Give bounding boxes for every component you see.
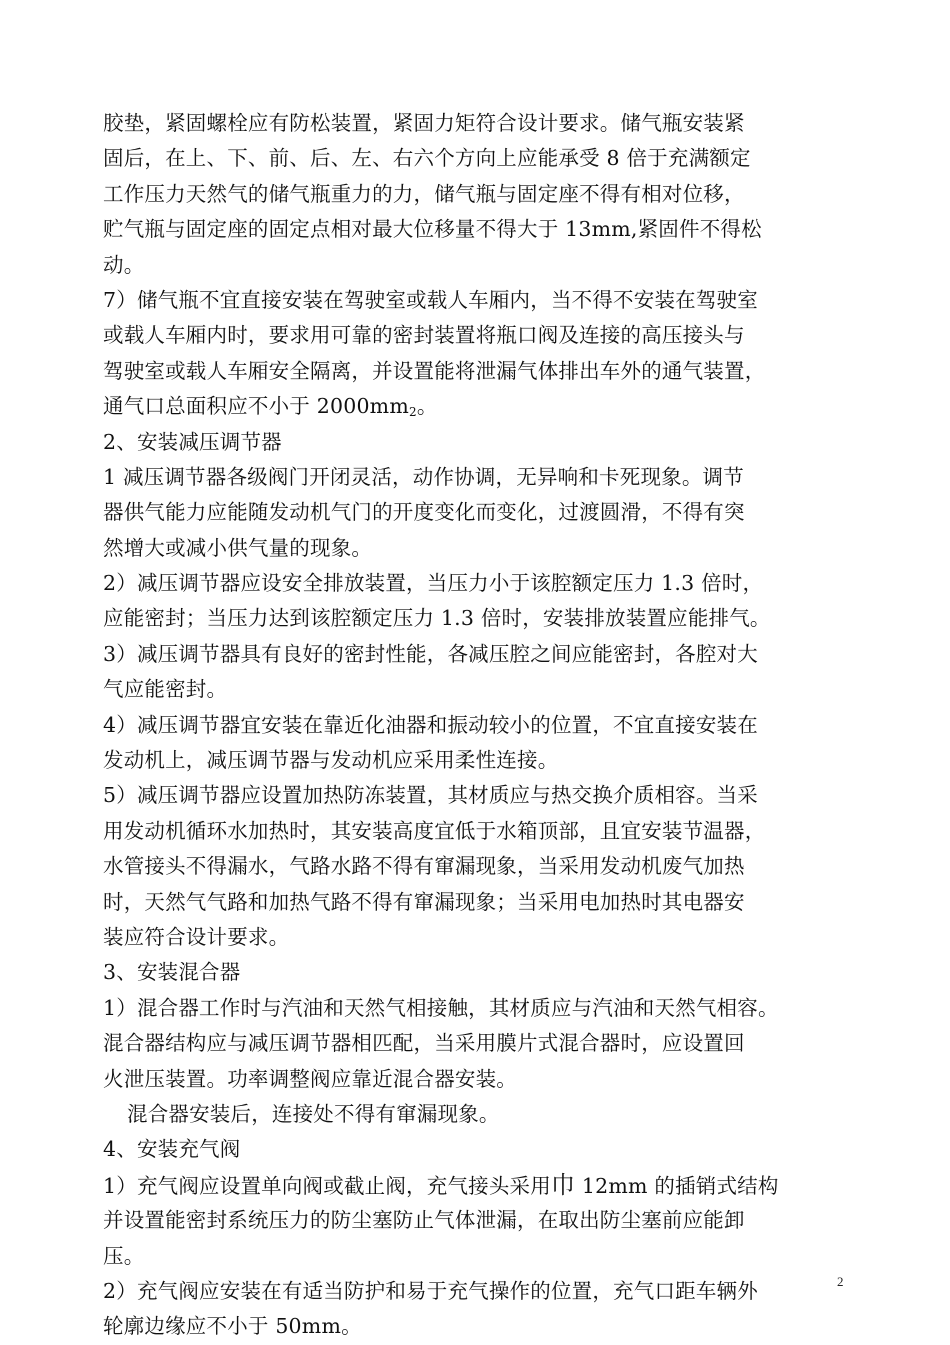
text-line: 或载人车厢内时，要求用可靠的密封装置将瓶口阀及连接的高压接头与	[103, 323, 745, 348]
text-line: 贮气瓶与固定座的固定点相对最大位移量不得大于 13mm,紧固件不得松	[103, 217, 762, 242]
text-line: 水管接头不得漏水，气路水路不得有窜漏现象，当采用发动机废气加热	[103, 854, 745, 879]
page-number: 2	[837, 1274, 844, 1289]
text-line: 胶垫，紧固螺栓应有防松装置，紧固力矩符合设计要求。储气瓶安装紧	[103, 111, 745, 135]
text-line: 动。	[103, 252, 145, 277]
text-line: 然增大或减小供气量的现象。	[103, 535, 373, 560]
text-line: 5）减压调节器应设置加热防冻装置，其材质应与热交换介质相容。当采	[103, 783, 758, 808]
section-heading: 3、安装混合器	[103, 960, 241, 985]
line-suffix: 12mm 的插销式结构	[575, 1173, 779, 1198]
line-text: 通气口总面积应不小于 2000mm	[103, 394, 409, 419]
text-line: 工作压力天然气的储气瓶重力的力，储气瓶与固定座不得有相对位移，	[103, 181, 745, 206]
text-line: 1）混合器工作时与汽油和天然气相接触，其材质应与汽油和天然气相容。	[103, 995, 779, 1020]
text-line: 发动机上，减压调节器与发动机应采用柔性连接。	[103, 748, 559, 773]
text-line: 固后，在上、下、前、后、左、右六个方向上应能承受 8 倍于充满额定	[103, 146, 751, 171]
text-line: 7）储气瓶不宜直接安装在驾驶室或载人车厢内，当不得不安装在驾驶室	[103, 287, 758, 312]
text-line: 驾驶室或载人车厢安全隔离，并设置能将泄漏气体排出车外的通气装置，	[103, 358, 766, 383]
text-line: 应能密封；当压力达到该腔额定压力 1.3 倍时，安装排放装置应能排气。	[103, 606, 771, 631]
text-line-area-requirement	[103, 389, 873, 424]
text-line: 气应能密封。	[103, 677, 228, 702]
line-suffix: 。	[416, 394, 438, 419]
diameter-symbol: 巾	[550, 1170, 576, 1199]
text-line: 压。	[103, 1243, 145, 1268]
text-line-fill-valve	[103, 1168, 873, 1203]
text-line: 2）减压调节器应设安全排放装置，当压力小于该腔额定压力 1.3 倍时，	[103, 571, 764, 596]
text-line: 2）充气阀应安装在有适当防护和易于充气操作的位置，充气口距车辆外	[103, 1278, 758, 1303]
text-line: 器供气能力应能随发动机气门的开度变化而变化，过渡圆滑，不得有突	[103, 500, 745, 525]
text-line: 装应符合设计要求。	[103, 924, 290, 949]
text-line-indented: 混合器安装后，连接处不得有窜漏现象。	[127, 1101, 500, 1126]
document-body	[103, 106, 873, 1345]
line-text: 1）充气阀应设置单向阀或截止阀，充气接头采用	[103, 1173, 551, 1198]
unit-exponent: 2	[408, 405, 417, 420]
text-line: 用发动机循环水加热时，其安装高度宜低于水箱顶部，且宜安装节温器，	[103, 818, 766, 843]
section-heading: 4、安装充气阀	[103, 1137, 241, 1162]
text-line: 混合器结构应与减压调节器相匹配，当采用膜片式混合器时，应设置回	[103, 1031, 745, 1056]
text-line: 时，天然气气路和加热气路不得有窜漏现象；当采用电加热时其电器安	[103, 889, 745, 914]
text-line: 火泄压装置。功率调整阀应靠近混合器安装。	[103, 1066, 517, 1091]
text-line: 3）减压调节器具有良好的密封性能，各减压腔之间应能密封，各腔对大	[103, 641, 758, 666]
section-heading: 2、安装减压调节器	[103, 429, 282, 454]
text-line: 1 减压调节器各级阀门开闭灵活，动作协调，无异响和卡死现象。调节	[103, 464, 744, 489]
text-line: 轮廓边缘应不小于 50mm。	[103, 1314, 362, 1339]
text-line: 4）减压调节器宜安装在靠近化油器和振动较小的位置，不宜直接安装在	[103, 712, 758, 737]
text-line: 并设置能密封系统压力的防尘塞防止气体泄漏，在取出防尘塞前应能卸	[103, 1208, 745, 1233]
